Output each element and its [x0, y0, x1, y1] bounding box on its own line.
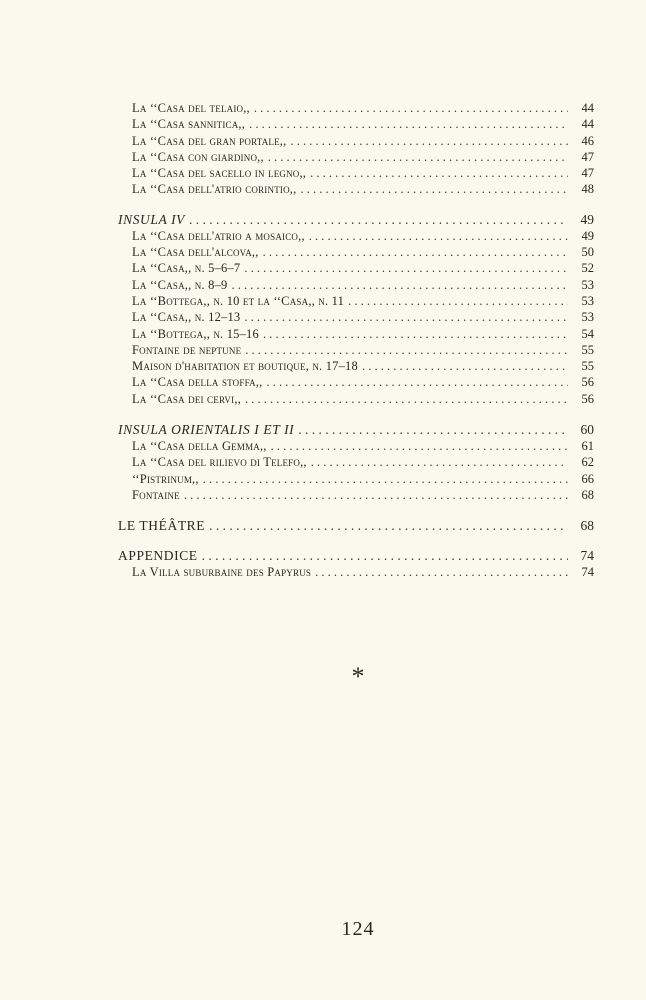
toc-page-number: 55 [581, 359, 594, 374]
toc-page-number: 56 [581, 391, 594, 406]
toc-entry-title: La ‘‘Casa del rilievo di Telefo,, [132, 455, 307, 470]
toc-entry-title: La ‘‘Bottega,, n. 15–16 [132, 326, 259, 341]
toc-page-number: 49 [580, 211, 594, 227]
toc-entry-title: La ‘‘Casa dell'alcova,, [132, 245, 259, 260]
leader-dots [244, 309, 568, 325]
leader-dots [362, 358, 568, 374]
leader-dots [266, 374, 568, 390]
toc-entry-title: La ‘‘Bottega,, n. 10 et la ‘‘Casa,, n. 11 [132, 293, 345, 308]
toc-page-number: 53 [581, 310, 594, 325]
leader-dots [309, 228, 568, 244]
toc-entry [118, 342, 594, 358]
leader-dots [231, 277, 568, 293]
leader-dots [189, 211, 568, 228]
toc-entry [118, 244, 594, 260]
toc-page-number: 53 [581, 277, 594, 292]
toc-entry-title: La ‘‘Casa della stoffa,, [132, 375, 263, 390]
toc-entry [118, 116, 594, 132]
leader-dots [290, 133, 568, 149]
toc-entry [118, 564, 594, 580]
toc-entry [118, 438, 594, 454]
toc-page-number: 60 [580, 422, 594, 438]
toc-section-heading [118, 421, 594, 438]
section-spacer [118, 503, 594, 517]
leader-dots [298, 421, 568, 438]
toc-page-number: 46 [581, 133, 594, 148]
toc-entry [118, 358, 594, 374]
leader-dots [263, 326, 568, 342]
toc-page-number: 68 [580, 518, 594, 534]
toc-page-number: 44 [581, 101, 594, 115]
asterisk-ornament: * [351, 662, 365, 691]
toc-entry [118, 100, 594, 116]
toc-page-number: 48 [581, 182, 594, 197]
toc-entry [118, 374, 594, 390]
leader-dots [244, 260, 568, 276]
toc-entry [118, 181, 594, 197]
section-title: INSULA ORIENTALIS I ET II [118, 422, 295, 438]
toc-entry-title: Maison d'habitation et boutique, n. 17–18 [132, 359, 358, 374]
toc-section-heading [118, 547, 594, 564]
toc-entry-title: La ‘‘Casa sannitica,, [132, 117, 246, 132]
table-of-contents [118, 100, 594, 581]
toc-entry-title: La ‘‘Casa dell'atrio corintio,, [132, 182, 297, 197]
section-title: LE THÉÂTRE [118, 518, 206, 534]
toc-entry [118, 260, 594, 276]
toc-page-number: 52 [581, 261, 594, 276]
toc-entry [118, 293, 594, 309]
leader-dots [184, 487, 568, 503]
toc-entry-title: Fontaine [132, 487, 180, 502]
toc-entry-title: La ‘‘Casa del telaio,, [132, 101, 250, 115]
toc-entry [118, 454, 594, 470]
toc-page-number: 54 [581, 326, 594, 341]
toc-entry-title: ‘‘Pistrinum,, [132, 471, 199, 486]
toc-page-number: 49 [581, 228, 594, 243]
toc-page-number: 74 [580, 548, 594, 564]
toc-page-number: 53 [581, 293, 594, 308]
toc-entry [118, 487, 594, 503]
toc-entry-title: La ‘‘Casa del gran portale,, [132, 133, 287, 148]
toc-page-number: 66 [581, 471, 594, 486]
toc-entry-title: La ‘‘Casa dei cervi,, [132, 391, 241, 406]
toc-entry [118, 309, 594, 325]
toc-entry [118, 149, 594, 165]
toc-page-number: 68 [581, 487, 594, 502]
toc-entry-title: La ‘‘Casa del sacello in legno,, [132, 166, 307, 181]
toc-section-heading [118, 517, 594, 534]
leader-dots [268, 149, 568, 165]
toc-entry [118, 391, 594, 407]
page-number: 124 [341, 918, 375, 940]
leader-dots [209, 517, 568, 534]
leader-dots [263, 244, 568, 260]
toc-page-number: 62 [581, 455, 594, 470]
toc-page-number: 50 [581, 245, 594, 260]
toc-entry [118, 326, 594, 342]
leader-dots [245, 391, 568, 407]
leader-dots [249, 116, 568, 132]
toc-entry-title: La ‘‘Casa della Gemma,, [132, 439, 267, 454]
leader-dots [271, 438, 568, 454]
toc-entry [118, 277, 594, 293]
section-title: INSULA IV [118, 211, 186, 227]
toc-page-number: 47 [581, 166, 594, 181]
section-spacer [118, 407, 594, 421]
leader-dots [245, 342, 568, 358]
leader-dots [348, 293, 568, 309]
toc-page-number: 55 [581, 342, 594, 357]
toc-entry-title: La ‘‘Casa,, n. 8–9 [132, 277, 228, 292]
leader-dots [311, 454, 568, 470]
toc-page-number: 56 [581, 375, 594, 390]
toc-entry-title: Fontaine de neptune [132, 342, 242, 357]
toc-entry-title: La ‘‘Casa con giardino,, [132, 149, 264, 164]
section-title: APPENDICE [118, 548, 198, 564]
toc-page-number: 44 [581, 117, 594, 132]
toc-page-number: 47 [581, 149, 594, 164]
toc-section-heading [118, 211, 594, 228]
section-spacer [118, 534, 594, 547]
toc-entry-title: La ‘‘Casa dell'atrio a mosaico,, [132, 228, 305, 243]
section-spacer [118, 198, 594, 211]
toc-page-number: 61 [581, 439, 594, 454]
leader-dots [310, 165, 568, 181]
toc-entry [118, 165, 594, 181]
toc-entry [118, 471, 594, 487]
toc-entry-title: La ‘‘Casa,, n. 12–13 [132, 310, 241, 325]
toc-entry-title: La Villa suburbaine des Papyrus [132, 565, 312, 580]
leader-dots [203, 471, 568, 487]
leader-dots [300, 181, 568, 197]
toc-entry [118, 133, 594, 149]
toc-page-number: 74 [581, 565, 594, 580]
leader-dots [315, 564, 568, 580]
leader-dots [254, 100, 568, 116]
toc-entry [118, 228, 594, 244]
leader-dots [202, 547, 568, 564]
toc-entry-title: La ‘‘Casa,, n. 5–6–7 [132, 261, 241, 276]
